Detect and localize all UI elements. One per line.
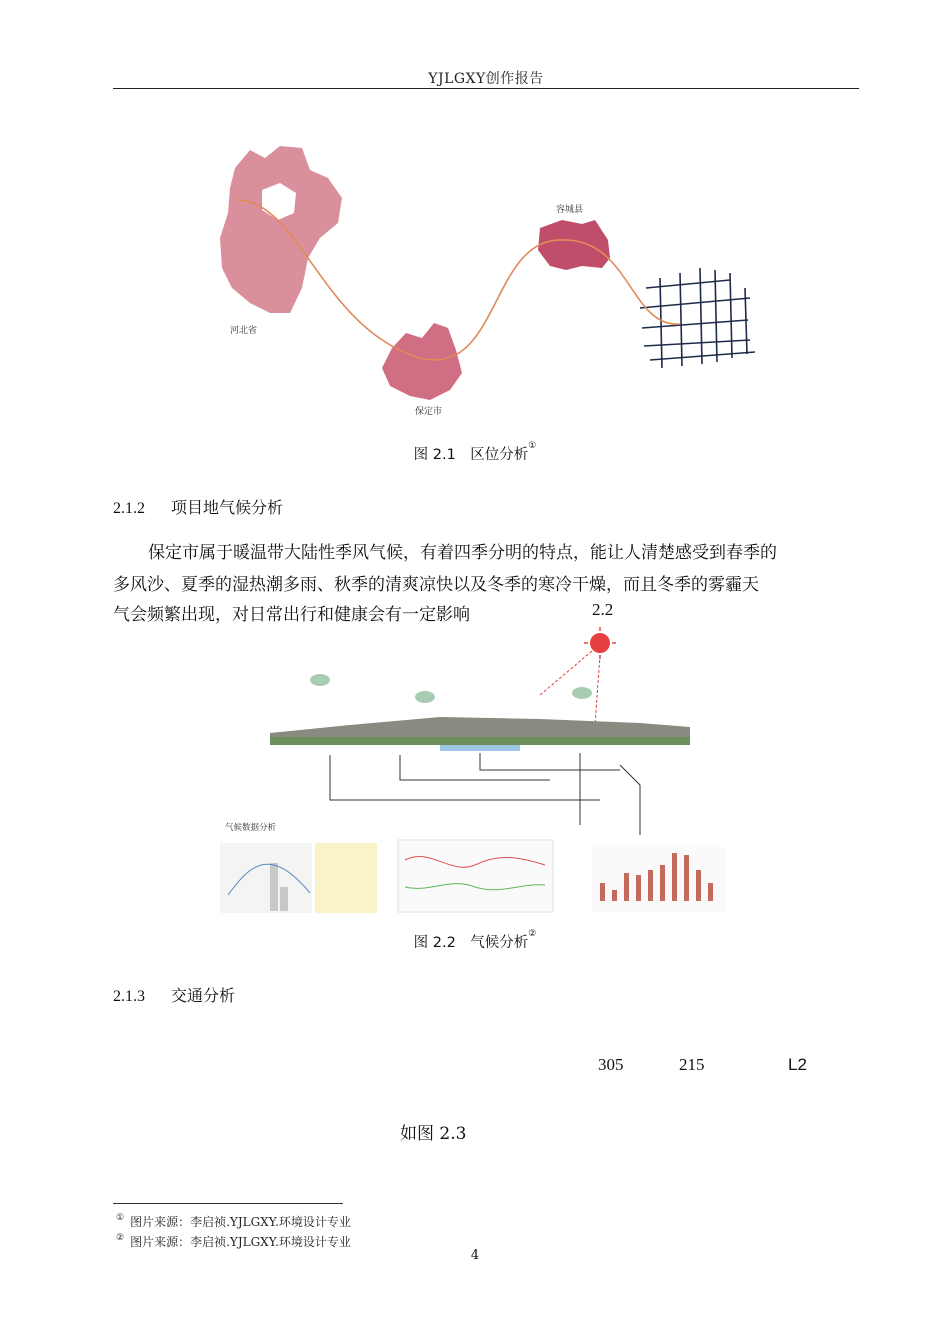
running-header: YJLGXY创作报告 <box>428 71 544 87</box>
cloud-icon-2 <box>415 691 435 703</box>
header-rule <box>113 88 859 89</box>
province-label: 河北省 <box>230 326 258 336</box>
climate-data-title: 气候数据分析 <box>225 823 277 833</box>
monthly-temperature-line-chart <box>398 840 553 912</box>
footnote-2: ② 图片来源：李启祯.YJLGXY.环境设计专业 <box>116 1233 351 1249</box>
temperature-bar-chart <box>315 843 377 913</box>
figure-reference: 2.2 <box>592 600 614 619</box>
climate-diagram-image <box>220 625 735 920</box>
city-label: 保定市 <box>415 407 443 417</box>
paragraph-line-1: 保定市属于暖温带大陆性季风气候，有着四季分明的特点，能让人清楚感受到春季的 <box>148 543 777 563</box>
section-heading-traffic: 2.1.3 交通分析 <box>113 986 236 1005</box>
figure-2-2-caption: 图 2.2 气候分析② <box>413 929 537 951</box>
traffic-fragment-305: 305 <box>598 1055 624 1074</box>
figure-location-analysis <box>210 128 780 428</box>
footnote-1: ① 图片来源：李启祯.YJLGXY.环境设计专业 <box>116 1213 351 1229</box>
figure-climate-analysis <box>220 625 735 920</box>
ground-strip <box>270 737 690 745</box>
hebei-province-shape <box>220 146 342 313</box>
water-cycle-pipes <box>330 753 640 835</box>
traffic-fragment-215: 215 <box>679 1055 705 1074</box>
traffic-figure-reference: 如图 2.3 <box>400 1124 467 1144</box>
baoding-city-shape <box>382 323 462 400</box>
traffic-fragment-l2: L2 <box>788 1055 807 1074</box>
cloud-icon <box>310 674 330 686</box>
rongcheng-county-shape <box>538 220 610 270</box>
page-number: 4 <box>470 1248 480 1263</box>
paragraph-line-3: 气会频繁出现，对日常出行和健康会有一定影响 <box>113 605 470 625</box>
paragraph-line-2: 多风沙、夏季的湿热潮多雨、秋季的清爽凉快以及冬季的寒冷干燥，而且冬季的雾霾天 <box>113 575 759 595</box>
footnote-separator <box>113 1203 343 1204</box>
water-body <box>440 745 520 751</box>
cloud-icon-3 <box>572 687 592 699</box>
sunray-line-2 <box>595 655 600 725</box>
section-heading-climate: 2.1.2 项目地气候分析 <box>113 498 284 517</box>
sun-icon <box>590 633 610 653</box>
county-label: 容城县 <box>556 205 584 215</box>
precipitation-chart <box>220 843 312 913</box>
sunshine-bar-chart <box>592 847 727 912</box>
location-map-image <box>210 128 780 428</box>
figure-2-1-caption: 图 2.1 区位分析① <box>413 441 537 463</box>
